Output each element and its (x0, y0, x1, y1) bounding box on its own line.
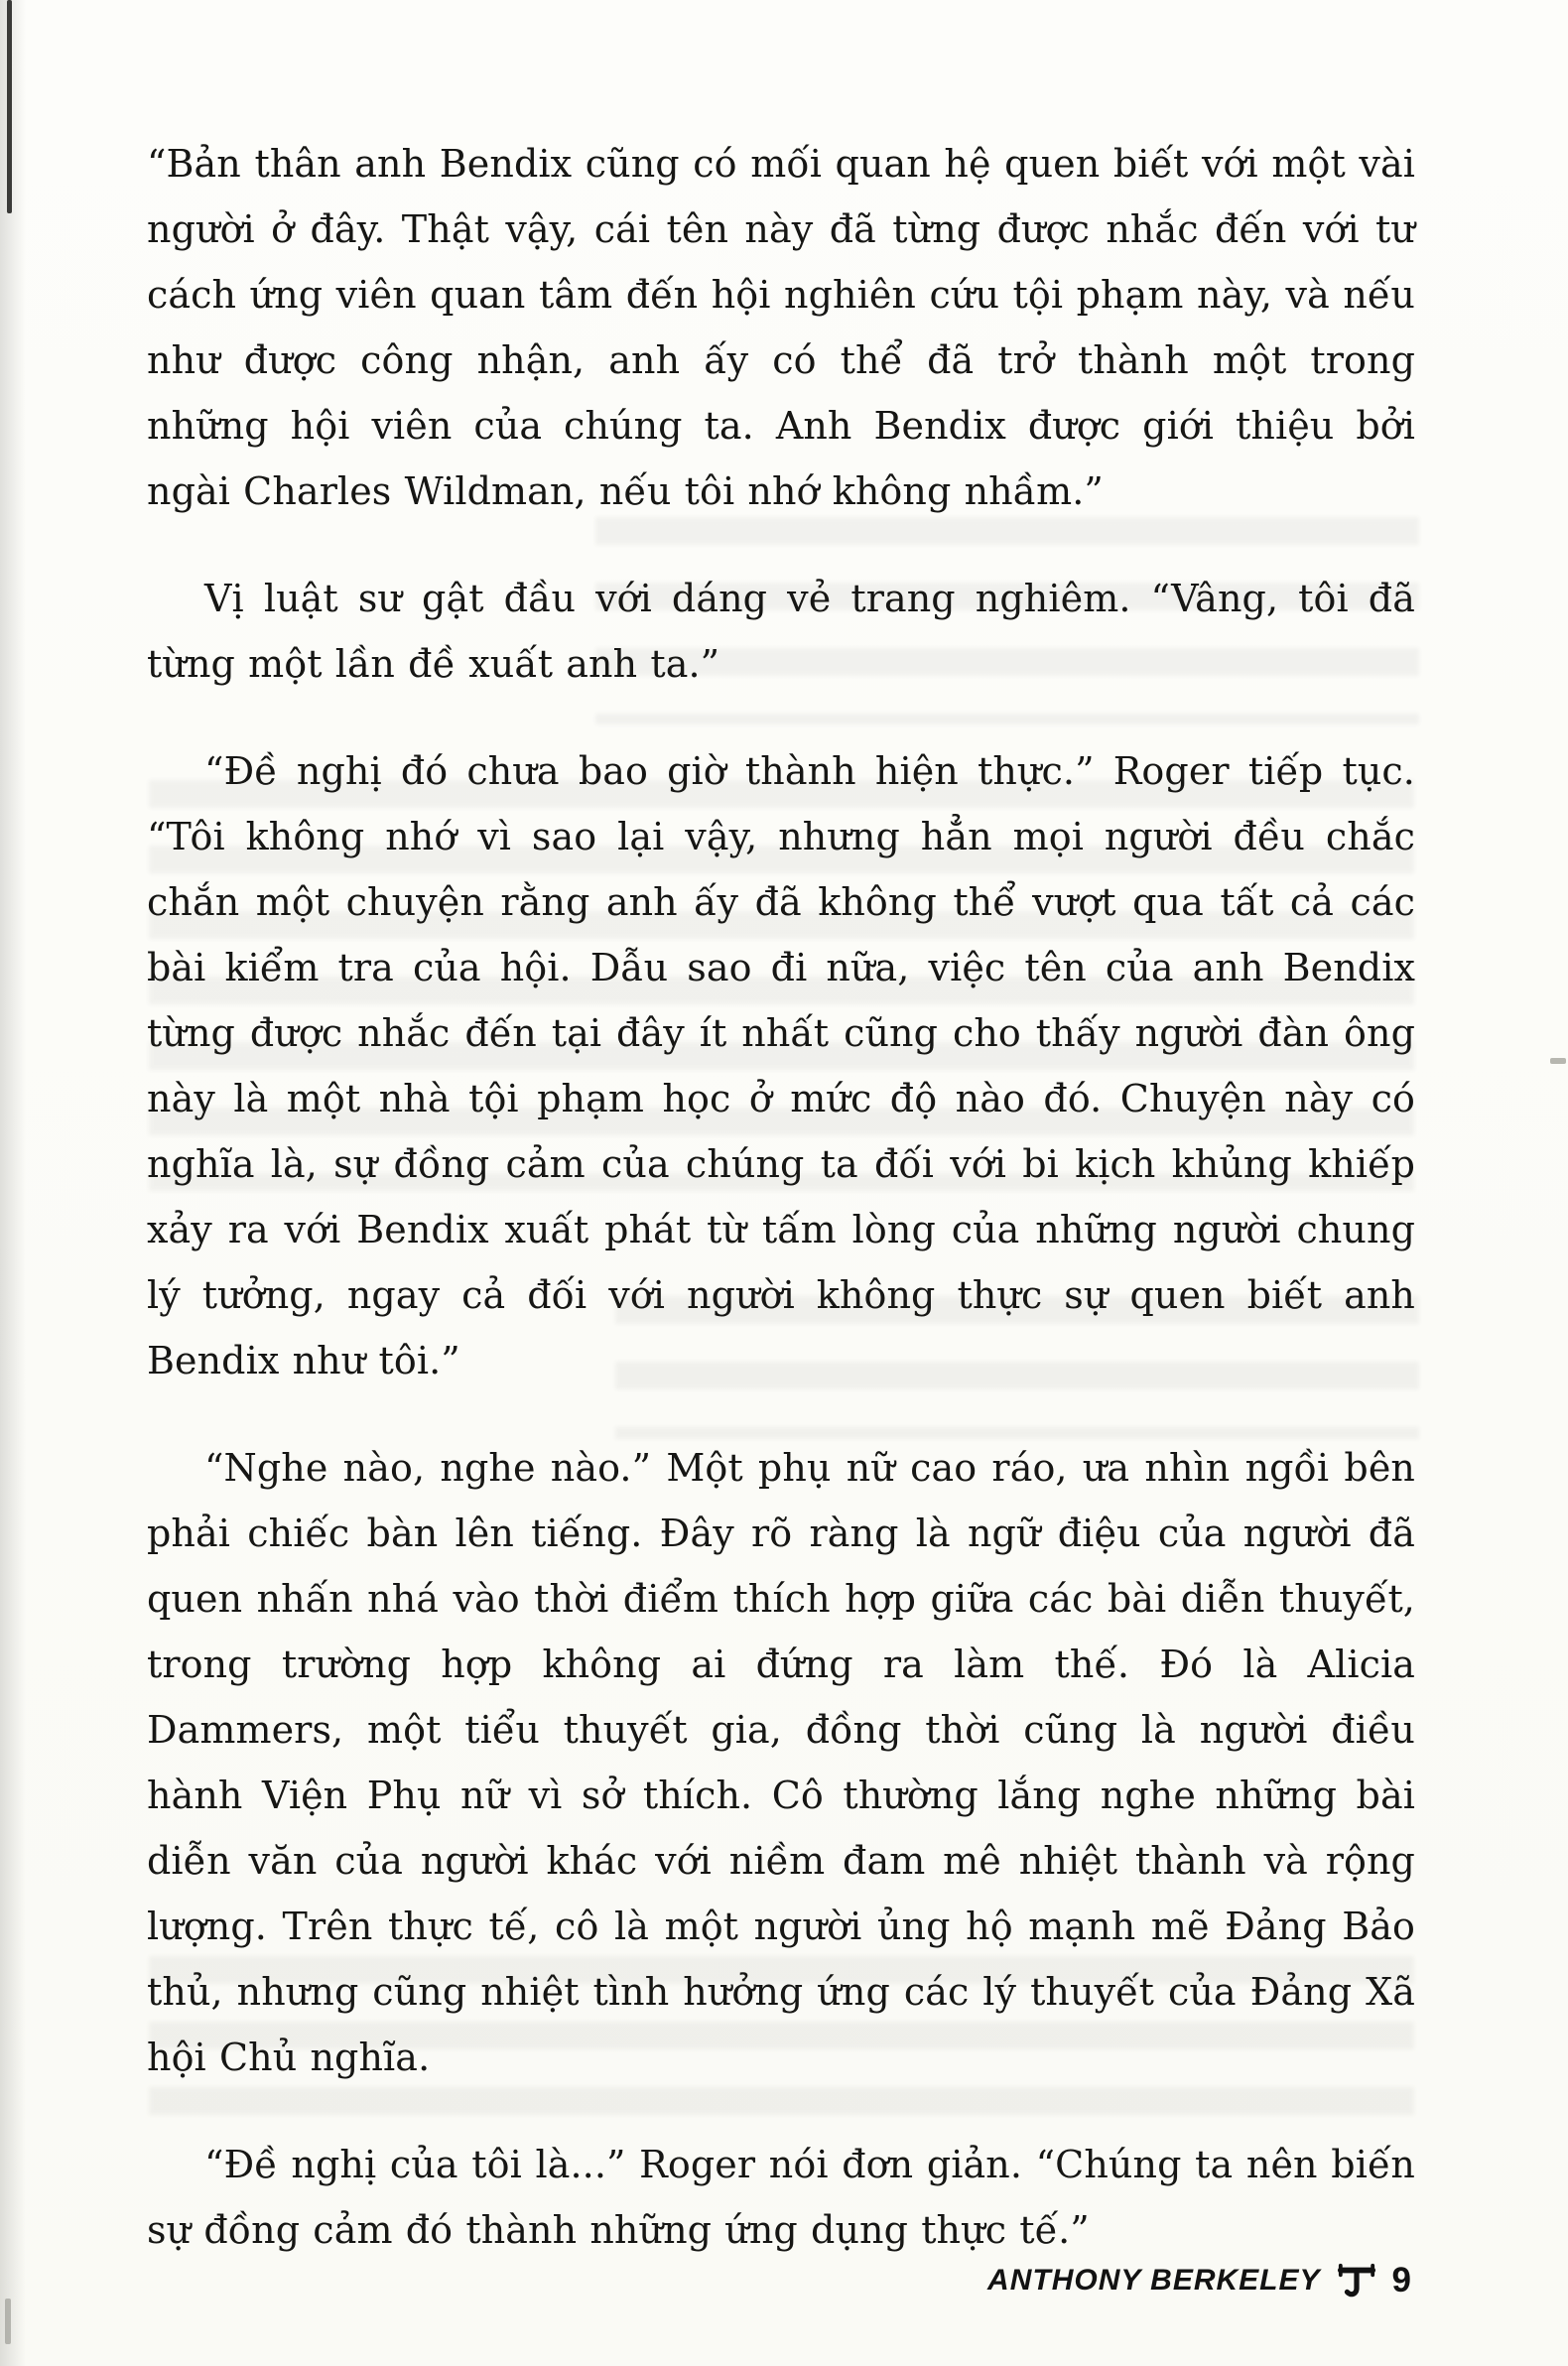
page-edge-shadow (0, 0, 26, 2366)
paragraph-4: “Nghe nào, nghe nào.” Một phụ nữ cao ráo, ưa nhìn ngồi bên phải chiếc bàn lên tiếng. Đây rõ ràng là ngữ điệu của người đã quen nhấn nhá vào thời điểm thích hợp giữa các bài diễn thuyết, trong trường hợp không ai đứng ra làm thế. Đó là Alicia Dammers, một tiểu thuyết gia, đồng thời cũng là người điều hành Viện Phụ nữ vì sở thích. Cô thường lắng nghe những bài diễn văn của người khác với niềm đam mê nhiệt thành và rộng lượng. Trên thực tế, cô là một người ủng hộ mạnh mẽ Đảng Bảo thủ, nhưng cũng nhiệt tình hưởng ứng các lý thuyết của Đảng Xã hội Chủ nghĩa. (147, 1446, 1415, 2079)
scan-speck (1550, 1058, 1566, 1064)
paragraph-2: Vị luật sư gật đầu với dáng vẻ trang nghiêm. “Vâng, tôi đã từng một lần đề xuất anh ta.” (147, 577, 1415, 686)
text-block (147, 131, 1415, 2304)
running-footer-author: ANTHONY BERKELEY (987, 2264, 1321, 2297)
paragraph-1: “Bản thân anh Bendix cũng có mối quan hệ quen biết với một vài người ở đây. Thật vậy, cái tên này đã từng được nhắc đến với tư cách ứng viên quan tâm đến hội nghiên cứu tội phạm này, và nếu như được công nhận, anh ấy có thể đã trở thành một trong những hội viên của chúng ta. Anh Bendix được giới thiệu bởi ngài Charles Wildman, nếu tôi nhớ không nhầm.” (147, 142, 1415, 513)
page-footer (987, 2261, 1411, 2300)
paragraph-5: “Đề nghị của tôi là...” Roger nói đơn giản. “Chúng ta nên biến sự đồng cảm đó thành những ứng dụng thực tế.” (147, 2143, 1415, 2252)
scan-edge-artifact-top (7, 0, 12, 213)
scan-edge-artifact-bottom (5, 2299, 11, 2344)
paragraph-3: “Đề nghị đó chưa bao giờ thành hiện thực.” Roger tiếp tục. “Tôi không nhớ vì sao lại vậy, nhưng hẳn mọi người đều chắc chắn một chuyện rằng anh ấy đã không thể vượt qua tất cả các bài kiểm tra của hội. Dẫu sao đi nữa, việc tên của anh Bendix từng được nhắc đến tại đây ít nhất cũng cho thấy người đàn ông này là một nhà tội phạm học ở mức độ nào đó. Chuyện này có nghĩa là, sự đồng cảm của chúng ta đối với bi kịch khủng khiếp xảy ra với Bendix xuất phát từ tấm lòng của những người chung lý tưởng, ngay cả đối với người không thực sự quen biết anh Bendix như tôi.” (147, 749, 1415, 1382)
page-number: 9 (1391, 2261, 1411, 2300)
footer-ornament-icon (1337, 2261, 1376, 2300)
